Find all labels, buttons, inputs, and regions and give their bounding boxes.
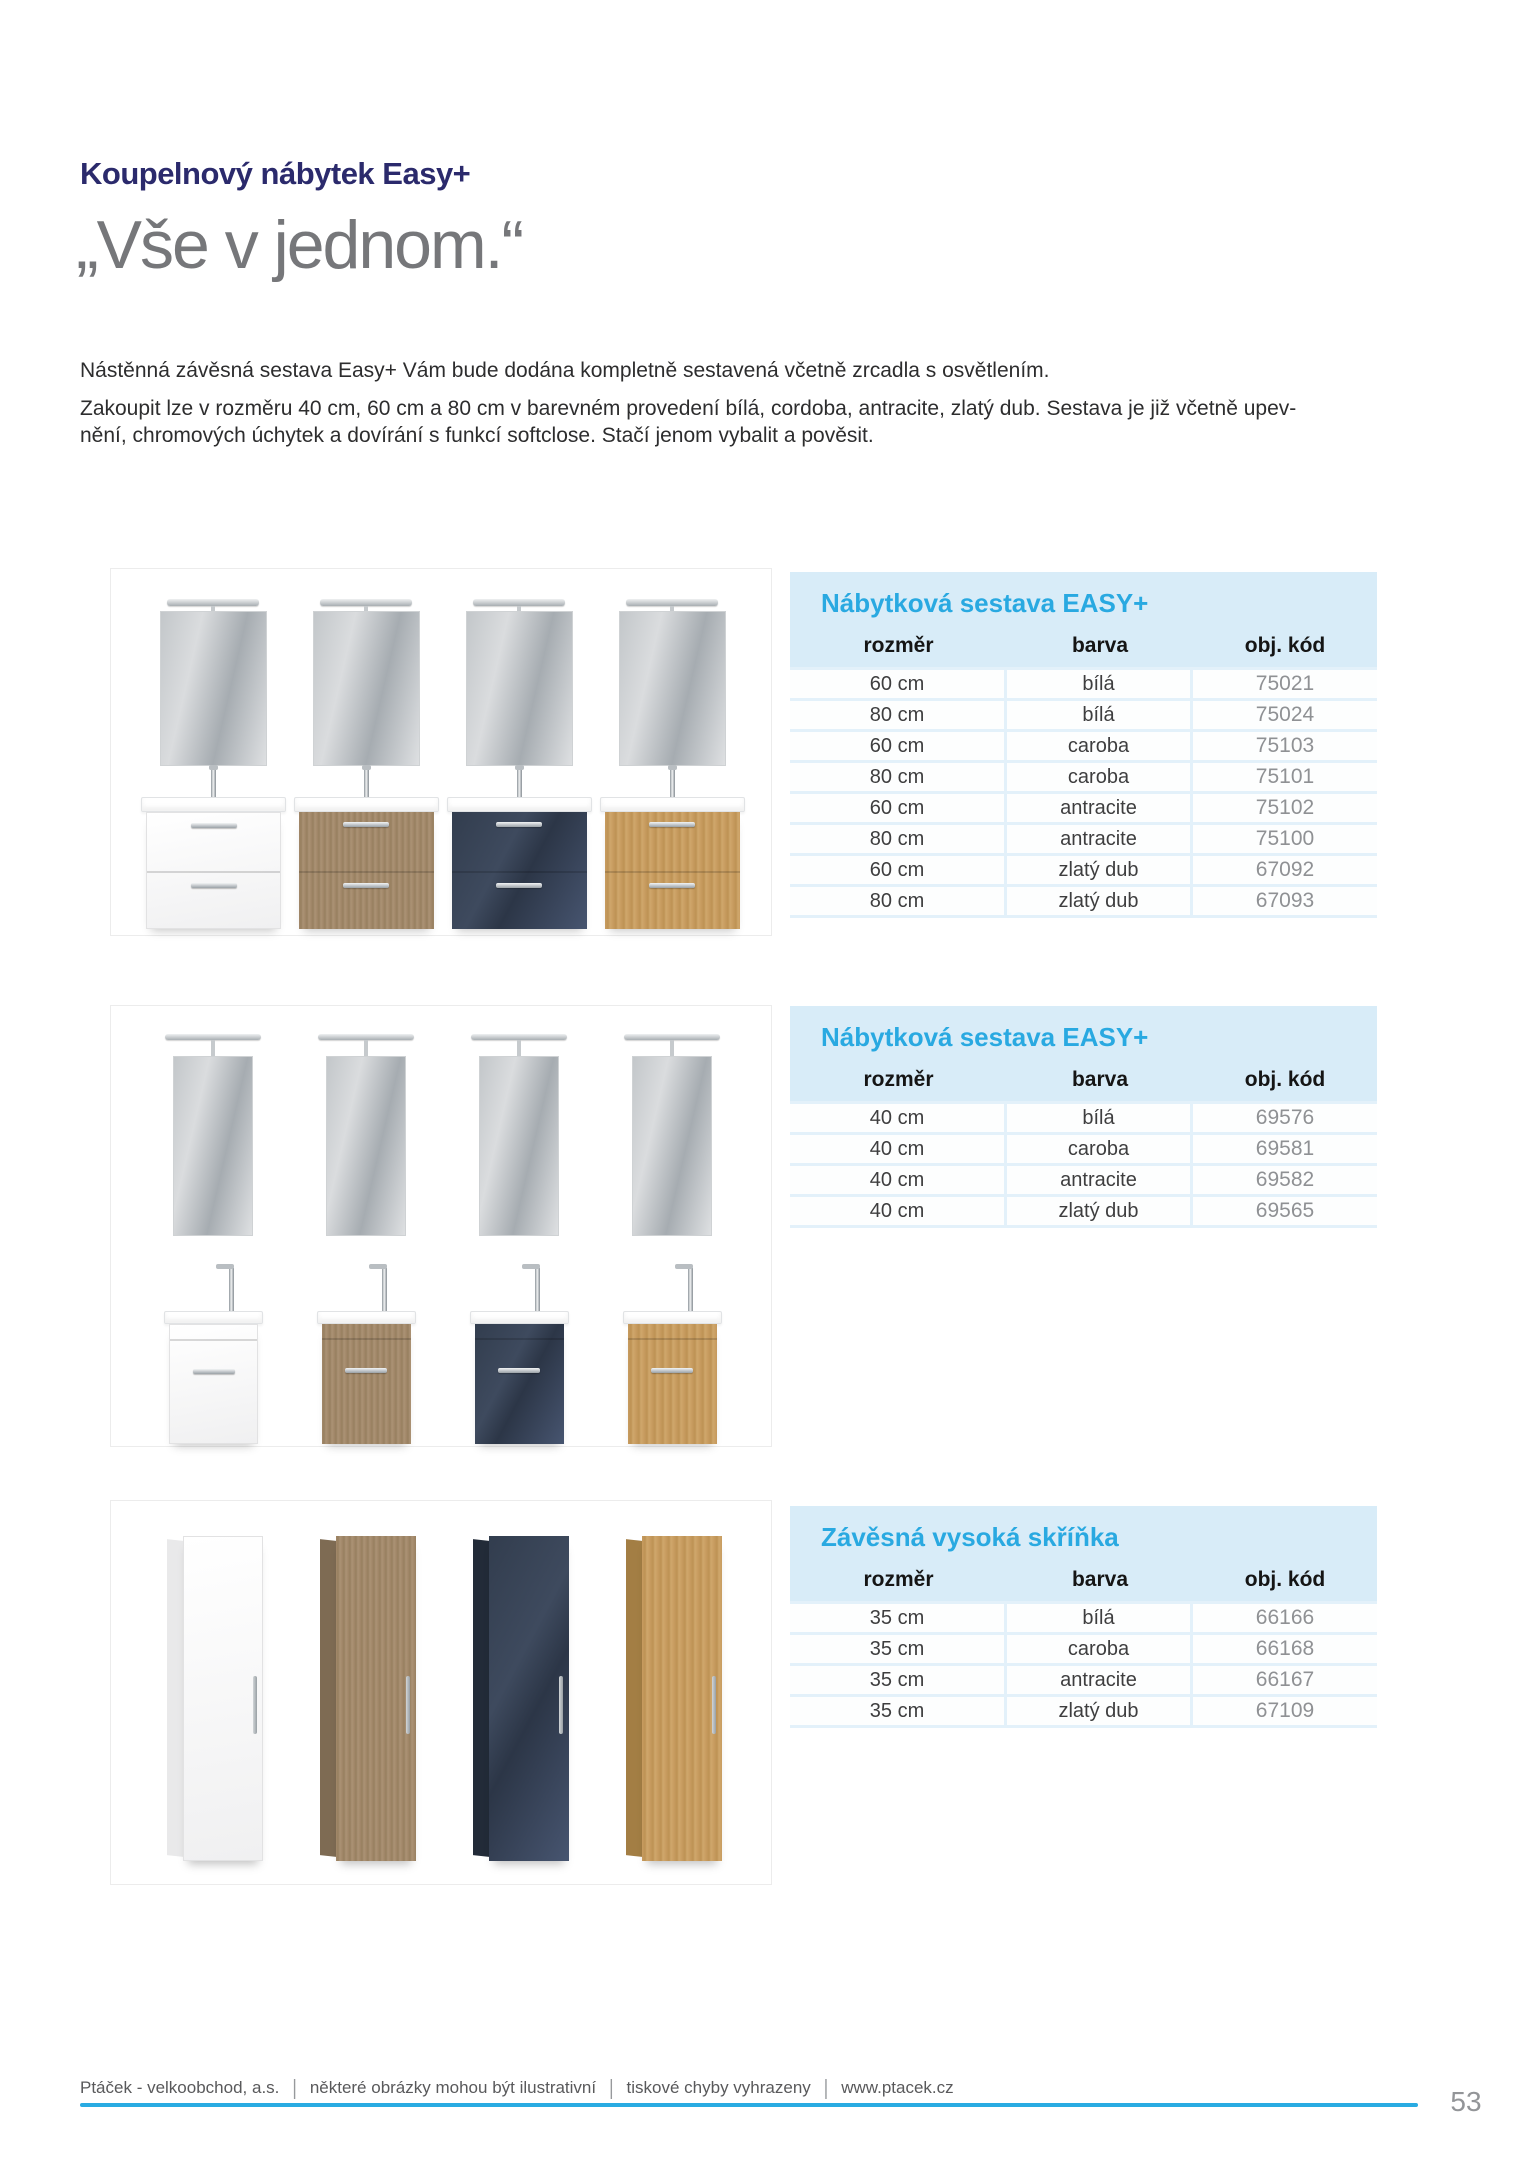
cell-obj-kod: 75102 (1255, 796, 1315, 819)
faucet-icon (382, 1268, 387, 1311)
cell-barva: bílá (1007, 701, 1193, 729)
column-header: rozměr (863, 634, 934, 657)
table-row (790, 791, 1377, 822)
tall-cabinet-antracite (443, 1501, 596, 1884)
cell-barva: caroba (1007, 1135, 1193, 1163)
mirror (160, 611, 267, 766)
cell-barva: zlatý dub (1007, 887, 1193, 915)
cell-obj-kod: 75100 (1255, 827, 1315, 850)
cell-rozmer: 80 cm (790, 825, 1007, 853)
table-title: Nábytková sestava EASY+ (821, 588, 1149, 618)
faucet-icon (688, 1268, 693, 1311)
column-header: obj. kód (1244, 1568, 1326, 1591)
cell-rozmer: 80 cm (790, 701, 1007, 729)
cell-rozmer: 35 cm (790, 1635, 1007, 1663)
drawer-handle-icon (496, 822, 542, 827)
cell-rozmer: 80 cm (790, 887, 1007, 915)
cell-obj-kod: 75103 (1255, 734, 1315, 757)
footer-item: www.ptacek.cz (841, 2078, 954, 2097)
table-header (790, 1006, 1377, 1101)
table-row (790, 822, 1377, 853)
cabinet-side (473, 1539, 489, 1857)
washbasin (600, 797, 745, 812)
intro-paragraph-1: Nástěnná závěsná sestava Easy+ Vám bude dodána kompletně sestavená včetně zrcadla s osvětlením. (80, 359, 1050, 382)
drawer (299, 812, 434, 871)
cell-rozmer: 60 cm (790, 670, 1007, 698)
faucet-icon (517, 769, 522, 797)
table-column-headers (790, 1559, 1377, 1601)
cell-obj-kod: 69576 (1255, 1106, 1315, 1129)
cabinet-door (489, 1536, 569, 1861)
drawer-handle-icon (343, 822, 389, 827)
washbasin (470, 1311, 569, 1324)
cell-obj-kod: 67092 (1255, 858, 1315, 881)
footer-item: Ptáček - velkoobchod, a.s. (80, 2078, 280, 2097)
column-header: barva (1071, 1568, 1129, 1591)
drawer (147, 871, 280, 929)
cabinet-side (167, 1539, 183, 1857)
cell-barva: antracite (1007, 1666, 1193, 1694)
cell-barva: zlatý dub (1007, 856, 1193, 884)
vanity-cabinet (628, 1324, 717, 1444)
cell-rozmer: 35 cm (790, 1666, 1007, 1694)
tall-cabinet (470, 1536, 570, 1861)
vanity-set-60-80-caroba (290, 569, 443, 935)
table-row (790, 698, 1377, 729)
faucet-icon (670, 769, 675, 797)
mirror-light-icon (167, 599, 259, 606)
door-seam (475, 1338, 564, 1340)
cell-barva: zlatý dub (1007, 1197, 1193, 1225)
drawer-handle-icon (191, 823, 237, 828)
vanity-set-60-80-bílá (137, 569, 290, 935)
column-header: barva (1071, 634, 1129, 657)
mirror (632, 1056, 712, 1236)
cell-obj-kod: 67093 (1255, 889, 1315, 912)
cell-obj-kod: 75024 (1255, 703, 1315, 726)
intro-paragraph-2-line-2: nění, chromových úchytek a dovírání s funkcí softclose. Stačí jenom vybalit a pověsit. (80, 424, 874, 447)
drawer-handle-icon (649, 822, 695, 827)
mirror-light-stem (670, 1040, 674, 1056)
door-handle-icon (712, 1676, 716, 1734)
cell-obj-kod: 75101 (1255, 765, 1315, 788)
cell-rozmer: 60 cm (790, 732, 1007, 760)
table-row (790, 1632, 1377, 1663)
product-table-vanity-set-60-80 (790, 572, 1377, 918)
column-header: obj. kód (1244, 1068, 1326, 1091)
table-row (790, 1694, 1377, 1725)
drawer-handle-icon (343, 883, 389, 888)
mirror (619, 611, 726, 766)
cabinet-side (626, 1539, 642, 1857)
cell-rozmer: 40 cm (790, 1135, 1007, 1163)
mirror-light-stem (517, 1040, 521, 1056)
vanity-cabinet (146, 812, 281, 929)
column-header: obj. kód (1244, 634, 1326, 657)
cell-obj-kod: 67109 (1255, 1699, 1315, 1722)
cell-barva: bílá (1007, 670, 1193, 698)
cell-rozmer: 35 cm (790, 1697, 1007, 1725)
cell-obj-kod: 66168 (1255, 1637, 1315, 1660)
page-number: 53 (1450, 2086, 1482, 2117)
table-row (790, 729, 1377, 760)
door-handle-icon (193, 1369, 235, 1374)
table-row (790, 884, 1377, 915)
drawer-handle-icon (649, 883, 695, 888)
mirror-light-icon (320, 599, 412, 606)
table-row (790, 1101, 1377, 1132)
drawer (452, 871, 587, 930)
vanity-cabinet (169, 1324, 258, 1444)
door-handle-icon (559, 1676, 563, 1734)
page-title: „Vše v jednom.“ (76, 207, 523, 283)
product-photo-tall-cabinet (110, 1500, 772, 1885)
column-header: rozměr (863, 1068, 934, 1091)
footer-separator: | (609, 2075, 614, 2100)
drawer-handle-icon (191, 883, 237, 888)
cell-barva: antracite (1007, 794, 1193, 822)
cell-barva: zlatý dub (1007, 1697, 1193, 1725)
table-row (790, 667, 1377, 698)
table-row (790, 1601, 1377, 1632)
drawer (452, 812, 587, 871)
vanity-set-40-zlatý dub (596, 1006, 749, 1446)
table-row (790, 1132, 1377, 1163)
vanity-cabinet (475, 1324, 564, 1444)
mirror-light-stem (364, 1040, 368, 1056)
tall-cabinet (623, 1536, 723, 1861)
table-header (790, 572, 1377, 667)
vanity-set-40-bílá (137, 1006, 290, 1446)
mirror-light-stem (211, 1040, 215, 1056)
tall-cabinet-zlatý dub (596, 1501, 749, 1884)
cell-rozmer: 60 cm (790, 856, 1007, 884)
cell-obj-kod: 66167 (1255, 1668, 1315, 1691)
faucet-icon (535, 1268, 540, 1311)
table-row (790, 853, 1377, 884)
door-handle-icon (406, 1676, 410, 1734)
vanity-set-40-antracite (443, 1006, 596, 1446)
cell-rozmer: 35 cm (790, 1604, 1007, 1632)
cabinet-door (642, 1536, 722, 1861)
table-title: Nábytková sestava EASY+ (821, 1022, 1149, 1052)
product-table-tall-cabinet (790, 1506, 1377, 1728)
table-header (790, 1506, 1377, 1601)
cell-barva: caroba (1007, 732, 1193, 760)
cell-obj-kod: 69581 (1255, 1137, 1315, 1160)
mirror-light-icon (626, 599, 718, 606)
cell-barva: caroba (1007, 1635, 1193, 1663)
cell-barva: bílá (1007, 1604, 1193, 1632)
table-row (790, 1194, 1377, 1225)
washbasin (623, 1311, 722, 1324)
vanity-set-40-caroba (290, 1006, 443, 1446)
drawer-handle-icon (496, 883, 542, 888)
faucet-icon (364, 769, 369, 797)
mirror (326, 1056, 406, 1236)
cabinet-door (336, 1536, 416, 1861)
drawer (605, 812, 740, 871)
faucet-icon (211, 769, 216, 797)
table-column-headers (790, 625, 1377, 667)
mirror (479, 1056, 559, 1236)
mirror-light-icon (473, 599, 565, 606)
drawer (147, 813, 280, 871)
footer-item: některé obrázky mohou být ilustrativní (309, 2078, 597, 2097)
cabinet-side (320, 1539, 336, 1857)
vanity-cabinet (322, 1324, 411, 1444)
tall-cabinet-caroba (290, 1501, 443, 1884)
door-handle-icon (345, 1368, 387, 1373)
section-kicker: Koupelnový nábytek Easy+ (80, 156, 471, 191)
table-body (790, 1101, 1377, 1228)
cell-obj-kod: 69582 (1255, 1168, 1315, 1191)
vanity-set-60-80-zlatý dub (596, 569, 749, 935)
footer-info (80, 2075, 954, 2100)
vanity-cabinet (299, 812, 434, 929)
table-row (790, 1163, 1377, 1194)
table-row (790, 1663, 1377, 1694)
cell-rozmer: 40 cm (790, 1197, 1007, 1225)
table-row (790, 760, 1377, 791)
cell-obj-kod: 75021 (1255, 672, 1315, 695)
footer-item: tiskové chyby vyhrazeny (626, 2078, 811, 2097)
washbasin (294, 797, 439, 812)
table-title: Závěsná vysoká skříňka (821, 1522, 1119, 1552)
column-header: barva (1071, 1068, 1129, 1091)
cell-rozmer: 80 cm (790, 763, 1007, 791)
mirror (313, 611, 420, 766)
product-photo-vanity-set-60-80 (110, 568, 772, 936)
cell-rozmer: 40 cm (790, 1104, 1007, 1132)
cell-barva: caroba (1007, 763, 1193, 791)
table-column-headers (790, 1059, 1377, 1101)
tall-cabinet (317, 1536, 417, 1861)
faucet-icon (229, 1268, 234, 1311)
footer-separator: | (823, 2075, 829, 2100)
table-body (790, 1601, 1377, 1728)
cell-obj-kod: 66166 (1255, 1606, 1315, 1629)
door-handle-icon (498, 1368, 540, 1373)
column-header: rozměr (863, 1568, 934, 1591)
cell-barva: bílá (1007, 1104, 1193, 1132)
door-seam (170, 1339, 257, 1341)
washbasin (141, 797, 286, 812)
tall-cabinet-bílá (137, 1501, 290, 1884)
footer-divider-line (80, 2103, 1418, 2107)
door-handle-icon (651, 1368, 693, 1373)
cell-rozmer: 60 cm (790, 794, 1007, 822)
table-body (790, 667, 1377, 918)
door-seam (628, 1338, 717, 1340)
washbasin (317, 1311, 416, 1324)
cell-barva: antracite (1007, 1166, 1193, 1194)
door-seam (322, 1338, 411, 1340)
mirror (466, 611, 573, 766)
tall-cabinet (164, 1536, 264, 1861)
drawer (605, 871, 740, 930)
cell-barva: antracite (1007, 825, 1193, 853)
washbasin (164, 1311, 263, 1324)
product-photo-vanity-set-40 (110, 1005, 772, 1447)
vanity-set-60-80-antracite (443, 569, 596, 935)
vanity-cabinet (605, 812, 740, 929)
drawer (299, 871, 434, 930)
cell-obj-kod: 69565 (1255, 1199, 1315, 1222)
mirror (173, 1056, 253, 1236)
product-table-vanity-set-40 (790, 1006, 1377, 1228)
washbasin (447, 797, 592, 812)
footer-separator: | (292, 2075, 297, 2100)
intro-paragraph-2-line-1: Zakoupit lze v rozměru 40 cm, 60 cm a 80 cm v barevném provedení bílá, cordoba, antracite, zlatý dub. Sestava je již včetně upev- (80, 397, 1297, 420)
cell-rozmer: 40 cm (790, 1166, 1007, 1194)
intro-paragraph-2 (80, 395, 1296, 449)
vanity-cabinet (452, 812, 587, 929)
door-handle-icon (253, 1676, 257, 1734)
cabinet-door (183, 1536, 263, 1861)
